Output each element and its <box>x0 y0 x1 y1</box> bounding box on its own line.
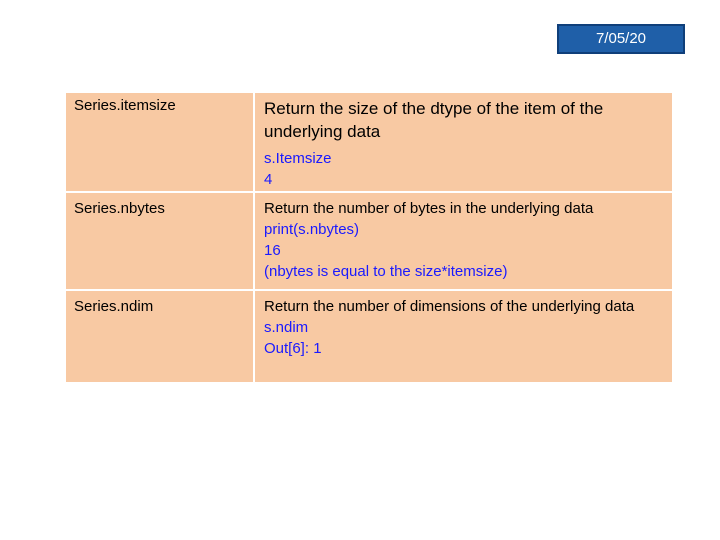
code-note: (nbytes is equal to the size*itemsize) <box>264 263 508 280</box>
attribute-description-cell <box>255 291 672 382</box>
table-row <box>66 289 672 382</box>
attribute-description: Return the number of bytes in the underlying data <box>264 200 594 217</box>
code-output: 4 <box>264 171 273 188</box>
code-output: 16 <box>264 242 281 259</box>
attribute-description: Return the number of dimensions of the underlying data <box>264 298 635 315</box>
code-output: Out[6]: 1 <box>264 340 322 357</box>
attribute-description-cell <box>255 93 672 191</box>
code-line: print(s.nbytes) <box>264 221 360 238</box>
attribute-description-cell <box>255 193 672 289</box>
attribute-name: Series.nbytes <box>66 193 253 289</box>
table-row <box>66 93 672 191</box>
attribute-name: Series.itemsize <box>66 93 253 191</box>
attribute-description: Return the size of the dtype of the item of the underlying data <box>264 99 604 141</box>
attributes-table <box>66 93 672 382</box>
code-line: s.Itemsize <box>264 150 332 167</box>
attribute-name: Series.ndim <box>66 291 253 382</box>
date-badge: 7/05/20 <box>557 24 685 54</box>
table-row <box>66 191 672 289</box>
code-line: s.ndim <box>264 319 309 336</box>
